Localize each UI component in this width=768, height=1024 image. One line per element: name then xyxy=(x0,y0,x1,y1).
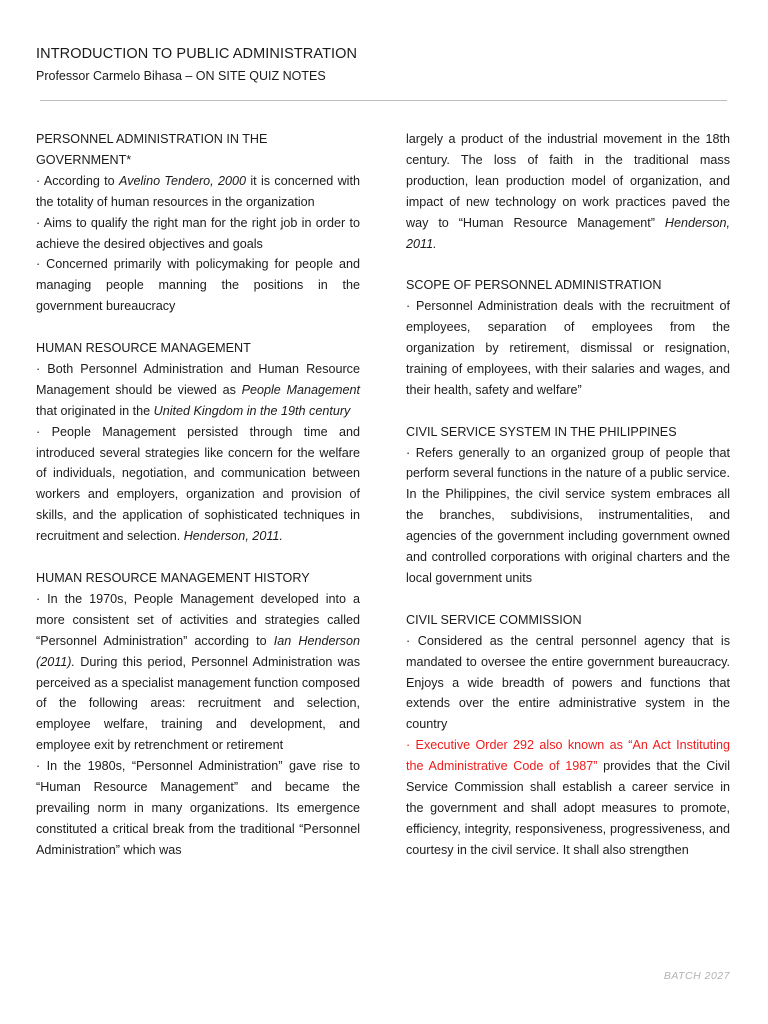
paragraph: · Concerned primarily with policymaking for people and managing people manning the positions in the government bureaucracy xyxy=(36,257,360,314)
paragraph xyxy=(406,735,730,860)
section-heading-scope: SCOPE OF PERSONNEL ADMINISTRATION xyxy=(406,278,662,293)
emphasis: United Kingdom in the 19th century xyxy=(153,403,351,418)
paragraph xyxy=(36,359,360,422)
emphasis: People Management xyxy=(241,382,360,397)
text-run: · People Management persisted through time and introduced several strategies like concern for the welfare of individuals, negotiation, and communication between workers and employers, organization and provision of skills, and the application of sophisticated techniques in recruitment and selection. xyxy=(36,424,360,544)
text-run: provides that the Civil Service Commission shall establish a career service in the government and shall adopt measures to promote, efficiency, integrity, responsiveness, progressiveness, and courtesy in the civil service. It shall also strengthen xyxy=(406,759,730,857)
text-run: During this period, Personnel Administration was perceived as a specialist management function composed of the following areas: recruitment and selection, employee welfare, training and development, and employee exit by retrenchment or retirement xyxy=(36,654,360,753)
paragraph xyxy=(36,589,360,756)
citation: Henderson, 2011. xyxy=(406,215,730,251)
document-header xyxy=(36,44,357,86)
highlighted-text: · Executive Order 292 also known as “An Act Instituting the Administrative Code of 1987” xyxy=(406,738,730,774)
section-heading-hrm-history: HUMAN RESOURCE MANAGEMENT HISTORY xyxy=(36,571,310,585)
batch-label: BATCH 2027 xyxy=(663,970,730,982)
paragraph xyxy=(36,422,360,547)
document-title: INTRODUCTION TO PUBLIC ADMINISTRATION xyxy=(36,46,358,62)
citation: Avelino Tendero, 2000 xyxy=(119,173,247,188)
text-run: largely a product of the industrial movement in the 18th century. The loss of faith in the traditional mass production, lean production model of organization, and impact of new technology on work practices paved the way to “Human Resource Management” xyxy=(406,132,730,230)
paragraph: · In the 1980s, “Personnel Administration” gave rise to “Human Resource Management” and became the prevailing norm in many organizations. Its emergence constituted a critical break from the traditional “Personnel Administration” which was xyxy=(36,759,360,857)
paragraph: · Considered as the central personnel agency that is mandated to oversee the entire government bureaucracy. Enjoys a wide breadth of powers and functions that extends over the entire administrative system in the country xyxy=(406,633,730,732)
text-run: · Both Personnel Administration and Human Resource Management should be viewed as xyxy=(36,361,360,397)
section-heading-hrm: HUMAN RESOURCE MANAGEMENT xyxy=(36,341,251,356)
text-run: · According to xyxy=(36,173,120,188)
paragraph xyxy=(36,171,360,213)
paragraph: · Aims to qualify the right man for the right job in order to achieve the desired objectives and goals xyxy=(36,215,360,251)
left-column xyxy=(36,129,360,861)
section-heading-personnel-administration: PERSONNEL ADMINISTRATION IN THE GOVERNMENT* xyxy=(36,132,268,167)
paragraph: · Personnel Administration deals with the recruitment of employees, separation of employees from the organization by retirement, dismissal or resignation, training of employees, with their salaries and wages, and their health, safety and welfare” xyxy=(406,299,730,397)
paragraph: · Refers generally to an organized group of people that perform several functions in the nature of a public service. In the Philippines, the civil service system embraces all the branches, subdivisions, instrumentalities, and agencies of the government including government owned and controlled corporations with original charters and the local government units xyxy=(406,445,730,585)
text-run: that originated in the xyxy=(36,403,154,418)
citation: Ian Henderson (2011). xyxy=(36,633,360,669)
text-run: · In the 1970s, People Management developed into a more consistent set of activities and strategies called “Personnel Administration” according to xyxy=(36,591,360,648)
header-divider xyxy=(40,100,727,101)
section-heading-civil-service-system: CIVIL SERVICE SYSTEM IN THE PHILIPPINES xyxy=(406,424,677,439)
section-heading-civil-service-commission: CIVIL SERVICE COMMISSION xyxy=(406,612,582,627)
paragraph xyxy=(406,129,730,254)
citation: Henderson, 2011. xyxy=(183,529,283,544)
right-column xyxy=(406,129,730,861)
document-subtitle: Professor Carmelo Bihasa – ON SITE QUIZ NOTES xyxy=(36,69,326,83)
text-run: it is concerned with the totality of human resources in the organization xyxy=(36,173,360,209)
